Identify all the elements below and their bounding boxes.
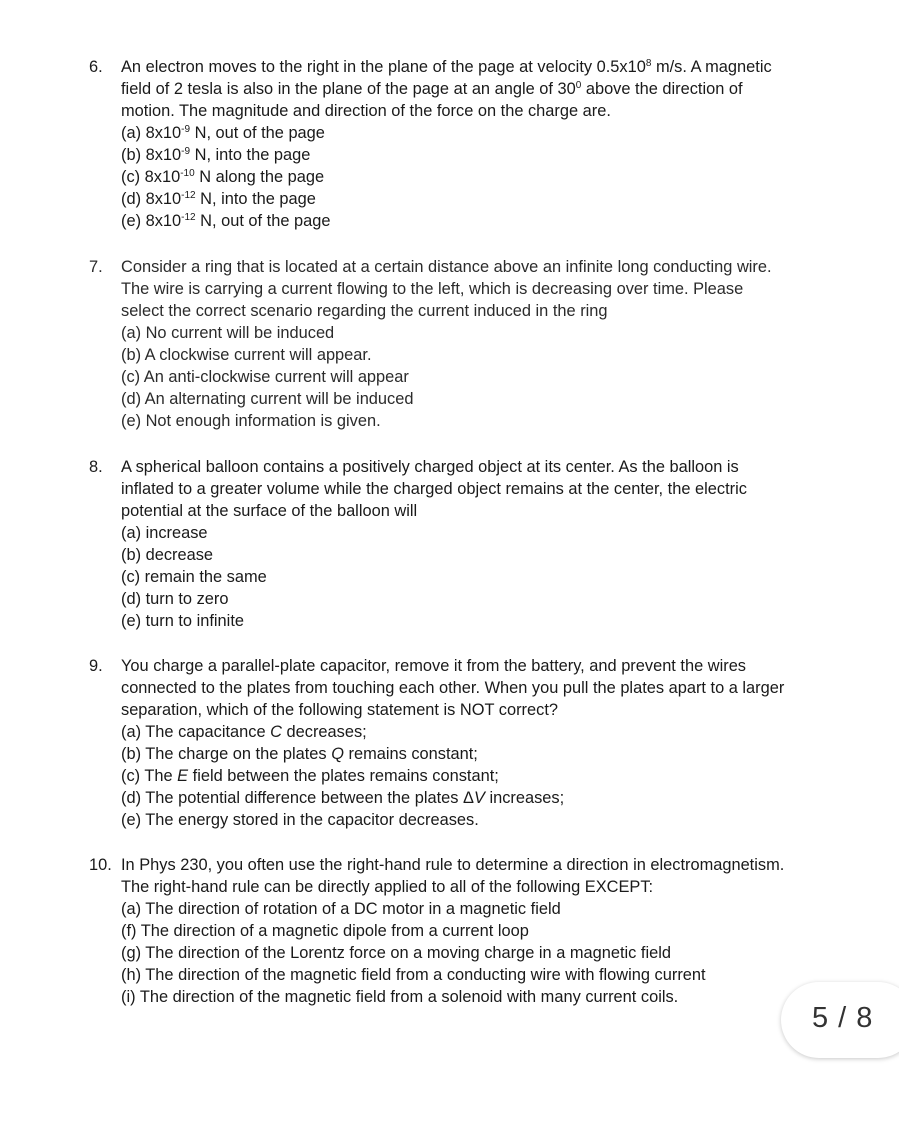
superscript: 8: [645, 58, 652, 69]
answer-option: [121, 544, 747, 566]
text-segment: (e) Not enough information is given.: [121, 412, 381, 430]
superscript: -9: [181, 124, 191, 135]
text-segment: separation, which of the following statement is NOT correct?: [121, 701, 558, 719]
superscript: -10: [180, 168, 195, 179]
question-body: [121, 456, 747, 632]
text-segment: potential at the surface of the balloon will: [121, 502, 418, 520]
text-segment: (b) 8x10: [121, 146, 182, 164]
question-stem-line: [121, 278, 772, 300]
answer-option: [121, 566, 747, 588]
answer-option: [121, 122, 772, 144]
question-stem-line: [121, 456, 747, 478]
text-segment: increases;: [484, 789, 565, 807]
answer-option: [121, 166, 772, 188]
text-segment: above the direction of: [581, 80, 743, 98]
answer-option: [121, 144, 772, 166]
question-body: [121, 655, 784, 831]
text-segment: N, out of the page: [190, 124, 325, 142]
answer-option: [121, 986, 784, 1008]
text-segment: (h) The direction of the magnetic field from a conducting wire with flowing current: [121, 966, 706, 984]
text-segment: (b) decrease: [121, 546, 214, 564]
page-indicator: [781, 982, 899, 1058]
text-segment: (a) The capacitance: [121, 723, 271, 741]
question-stem-line: [121, 300, 772, 322]
text-segment: A spherical balloon contains a positively charged object at its center. As the balloon is: [121, 458, 739, 476]
superscript: 0: [575, 80, 582, 91]
text-segment: remains constant;: [343, 745, 478, 763]
question-stem-line: [121, 78, 772, 100]
question-stem-line: [121, 478, 747, 500]
superscript: -12: [181, 212, 196, 223]
page-indicator-label: 5 / 8: [812, 1002, 874, 1034]
question-stem-line: [121, 699, 784, 721]
text-segment: connected to the plates from touching each other. When you pull the plates apart to a larger: [121, 679, 785, 697]
text-segment: (b) A clockwise current will appear.: [121, 346, 372, 364]
answer-option: [121, 920, 784, 942]
question-number: 8.: [89, 458, 103, 476]
question-stem-line: [121, 854, 784, 876]
question-number: 10.: [89, 856, 112, 874]
text-segment: (c) remain the same: [121, 568, 267, 586]
text-segment: decreases;: [281, 723, 367, 741]
answer-option: [121, 964, 784, 986]
answer-option: [121, 588, 747, 610]
text-segment: (e) The energy stored in the capacitor decreases.: [121, 811, 479, 829]
text-segment: (e) 8x10: [121, 212, 182, 230]
question-number: 9.: [89, 657, 103, 675]
question-number: 7.: [89, 258, 103, 276]
text-segment: N, out of the page: [195, 212, 331, 230]
question-body: [121, 256, 772, 432]
answer-option: [121, 388, 772, 410]
text-segment: (g) The direction of the Lorentz force on a moving charge in a magnetic field: [121, 944, 671, 962]
text-segment: (e) turn to infinite: [121, 612, 244, 630]
text-segment: (c) 8x10: [121, 168, 181, 186]
text-segment: (d) 8x10: [121, 190, 182, 208]
text-segment: (a) increase: [121, 524, 208, 542]
answer-option: [121, 898, 784, 920]
text-segment: field between the plates remains constant;: [188, 767, 499, 785]
text-segment: (a) The direction of rotation of a DC motor in a magnetic field: [121, 900, 561, 918]
answer-option: [121, 743, 784, 765]
text-segment: m/s. A magnetic: [651, 58, 772, 76]
question-stem-line: [121, 876, 784, 898]
answer-option: [121, 721, 784, 743]
question-stem-line: [121, 100, 772, 122]
answer-option: [121, 809, 784, 831]
text-segment: inflated to a greater volume while the charged object remains at the center, the electric: [121, 480, 747, 498]
answer-option: [121, 344, 772, 366]
text-segment: Consider a ring that is located at a certain distance above an infinite long conducting wire.: [121, 258, 772, 276]
answer-option: [121, 942, 784, 964]
answer-option: [121, 366, 772, 388]
answer-option: [121, 410, 772, 432]
question-stem-line: [121, 56, 772, 78]
text-segment: motion. The magnitude and direction of the force on the charge are.: [121, 102, 611, 120]
question-number: 6.: [89, 58, 103, 76]
question-stem-line: [121, 256, 772, 278]
text-segment: (c) An anti-clockwise current will appear: [121, 368, 409, 386]
answer-option: [121, 765, 784, 787]
text-segment: select the correct scenario regarding the current induced in the ring: [121, 302, 608, 320]
text-segment: N along the page: [194, 168, 325, 186]
text-segment: N, into the page: [195, 190, 316, 208]
text-segment: (d) turn to zero: [121, 590, 229, 608]
answer-option: [121, 188, 772, 210]
text-segment: field of 2 tesla is also in the plane of the page at an angle of 30: [121, 80, 576, 98]
text-segment: (a) 8x10: [121, 124, 182, 142]
superscript: -9: [181, 146, 191, 157]
question-stem-line: [121, 677, 784, 699]
question-stem-line: [121, 500, 747, 522]
answer-option: [121, 522, 747, 544]
answer-option: [121, 210, 772, 232]
text-segment: An electron moves to the right in the plane of the page at velocity 0.5x10: [121, 58, 646, 76]
text-segment: E: [177, 767, 189, 785]
text-segment: The right-hand rule can be directly applied to all of the following EXCEPT:: [121, 878, 654, 896]
text-segment: N, into the page: [190, 146, 311, 164]
text-segment: (c) The: [121, 767, 178, 785]
text-segment: V: [473, 789, 485, 807]
text-segment: (i) The direction of the magnetic field from a solenoid with many current coils.: [121, 988, 679, 1006]
answer-option: [121, 787, 784, 809]
text-segment: (f) The direction of a magnetic dipole from a current loop: [121, 922, 529, 940]
text-segment: (d) An alternating current will be induced: [121, 390, 414, 408]
text-segment: (b) The charge on the plates: [121, 745, 332, 763]
text-segment: C: [270, 723, 282, 741]
question-body: [121, 56, 772, 232]
text-segment: Q: [331, 745, 344, 763]
answer-option: [121, 322, 772, 344]
text-segment: In Phys 230, you often use the right-hand rule to determine a direction in electromagnetism.: [121, 856, 785, 874]
text-segment: (d) The potential difference between the plates Δ: [121, 789, 474, 807]
question-body: [121, 854, 784, 1008]
question-stem-line: [121, 655, 784, 677]
text-segment: The wire is carrying a current flowing to the left, which is decreasing over time. Please: [121, 280, 744, 298]
text-segment: You charge a parallel-plate capacitor, remove it from the battery, and prevent the wires: [121, 657, 747, 675]
answer-option: [121, 610, 747, 632]
text-segment: (a) No current will be induced: [121, 324, 335, 342]
superscript: -12: [181, 190, 196, 201]
